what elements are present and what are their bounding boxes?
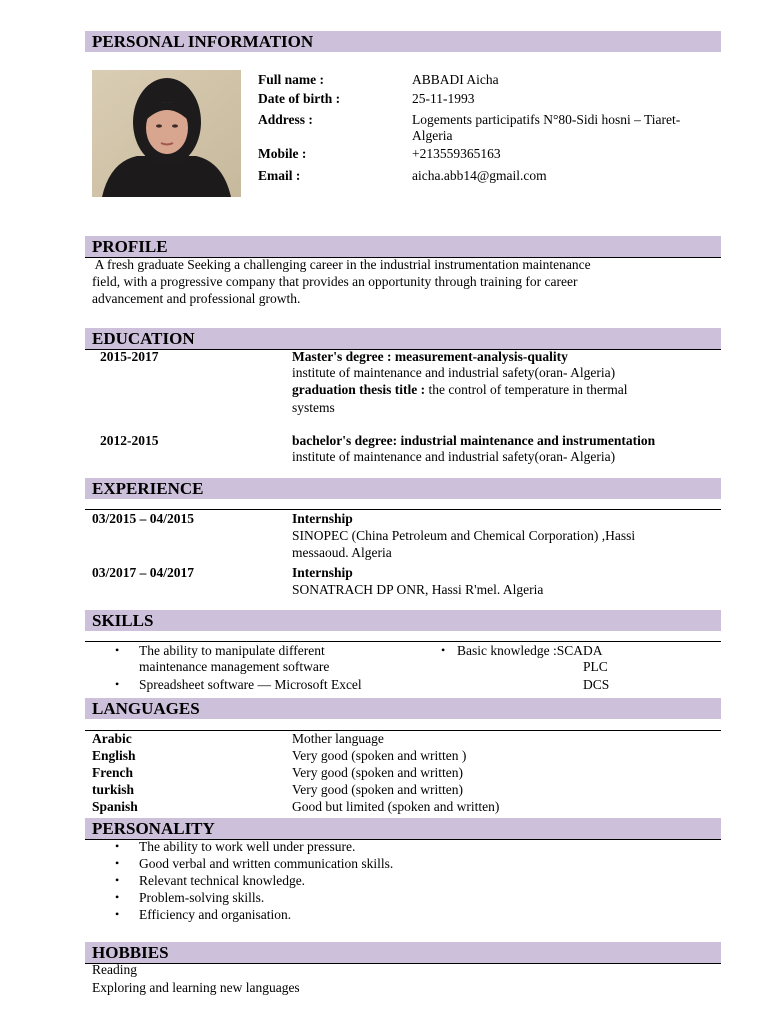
language-name: Spanish xyxy=(92,799,138,814)
experience-2-line-1: SONATRACH DP ONR, Hassi R'mel. Algeria xyxy=(292,582,544,597)
skill-3-plc: PLC xyxy=(583,659,608,674)
section-skills-heading: SKILLS xyxy=(85,610,721,631)
personality-item: Efficiency and organisation. xyxy=(139,907,292,922)
education-1-thesis-cont: systems xyxy=(292,400,335,415)
skill-2: Spreadsheet software — Microsoft Excel xyxy=(139,677,362,692)
experience-2-title: Internship xyxy=(292,565,353,580)
profile-photo xyxy=(92,70,241,197)
education-1-degree: Master's degree : measurement-analysis-quality xyxy=(292,349,568,364)
language-name: turkish xyxy=(92,782,135,797)
education-2-institute: institute of maintenance and industrial safety(oran- Algeria) xyxy=(292,449,616,464)
personality-item: Relevant technical knowledge. xyxy=(139,873,306,888)
education-1-institute: institute of maintenance and industrial safety(oran- Algeria) xyxy=(292,365,616,380)
section-profile-heading: PROFILE xyxy=(85,236,721,257)
education-2-degree: bachelor's degree: industrial maintenance and instrumentation xyxy=(292,433,656,448)
section-languages-heading: LANGUAGES xyxy=(85,698,721,719)
dob-value: 25-11-1993 xyxy=(412,91,475,106)
address-line-2: Algeria xyxy=(412,128,453,143)
personality-bullet: • xyxy=(115,839,120,853)
profile-line-2: field, with a progressive company that provides an opportunity through training for career xyxy=(92,274,578,289)
mobile-label: Mobile : xyxy=(258,146,307,161)
hobbies-divider xyxy=(85,963,721,964)
experience-1-dates: 03/2015 – 04/2015 xyxy=(92,511,195,526)
personality-item: The ability to work well under pressure. xyxy=(139,839,356,854)
section-hobbies-heading: HOBBIES xyxy=(85,942,721,963)
language-name: Arabic xyxy=(92,731,132,746)
language-level: Very good (spoken and written) xyxy=(292,782,463,797)
profile-line-1: A fresh graduate Seeking a challenging career in the industrial instrumentation maintenance xyxy=(92,257,591,272)
personality-bullet: • xyxy=(115,890,120,904)
dob-label: Date of birth : xyxy=(258,91,341,106)
language-level: Mother language xyxy=(292,731,384,746)
fullname-value: ABBADI Aicha xyxy=(412,72,499,87)
skills-bullet-1: • xyxy=(115,643,120,657)
hobby-item: Reading xyxy=(92,962,137,977)
education-2-years: 2012-2015 xyxy=(100,433,159,448)
education-1-years: 2015-2017 xyxy=(100,349,159,364)
fullname-label: Full name : xyxy=(258,72,324,87)
personality-bullet: • xyxy=(115,907,120,921)
section-education-heading: EDUCATION xyxy=(85,328,721,349)
language-name: English xyxy=(92,748,136,763)
mobile-value: +213559365163 xyxy=(412,146,501,161)
personality-item: Problem-solving skills. xyxy=(139,890,265,905)
email-label: Email : xyxy=(258,168,301,183)
profile-line-3: advancement and professional growth. xyxy=(92,291,301,306)
experience-1-line-1: SINOPEC (China Petroleum and Chemical Corporation) ,Hassi xyxy=(292,528,636,543)
skills-bullet-2: • xyxy=(115,677,120,691)
address-line-1: Logements participatifs N°80-Sidi hosni – Tiaret- xyxy=(412,112,681,127)
experience-1-line-2: messaoud. Algeria xyxy=(292,545,392,560)
languages-divider xyxy=(85,730,721,731)
language-level: Good but limited (spoken and written) xyxy=(292,799,500,814)
skills-bullet-3: • xyxy=(441,643,446,657)
skill-3-dcs: DCS xyxy=(583,677,610,692)
experience-1-title: Internship xyxy=(292,511,353,526)
thesis-title: the control of temperature in thermal xyxy=(425,382,628,397)
personality-bullet: • xyxy=(115,856,120,870)
personality-bullet: • xyxy=(115,873,120,887)
experience-2-dates: 03/2017 – 04/2017 xyxy=(92,565,195,580)
thesis-label: graduation thesis title : xyxy=(292,382,426,397)
address-label: Address : xyxy=(258,112,313,127)
language-level: Very good (spoken and written ) xyxy=(292,748,467,763)
section-personal-heading: PERSONAL INFORMATION xyxy=(85,31,721,52)
skill-1-line-2: maintenance management software xyxy=(139,659,330,674)
skill-1-line-1: The ability to manipulate different xyxy=(139,643,325,658)
education-1-thesis xyxy=(292,381,628,398)
hobby-item: Exploring and learning new languages xyxy=(92,980,300,995)
section-experience-heading: EXPERIENCE xyxy=(85,478,721,499)
email-value: aicha.abb14@gmail.com xyxy=(412,168,547,183)
language-level: Very good (spoken and written) xyxy=(292,765,463,780)
personality-item: Good verbal and written communication skills. xyxy=(139,856,394,871)
skill-3: Basic knowledge :SCADA xyxy=(457,643,603,658)
section-personality-heading: PERSONALITY xyxy=(85,818,721,839)
language-name: French xyxy=(92,765,133,780)
